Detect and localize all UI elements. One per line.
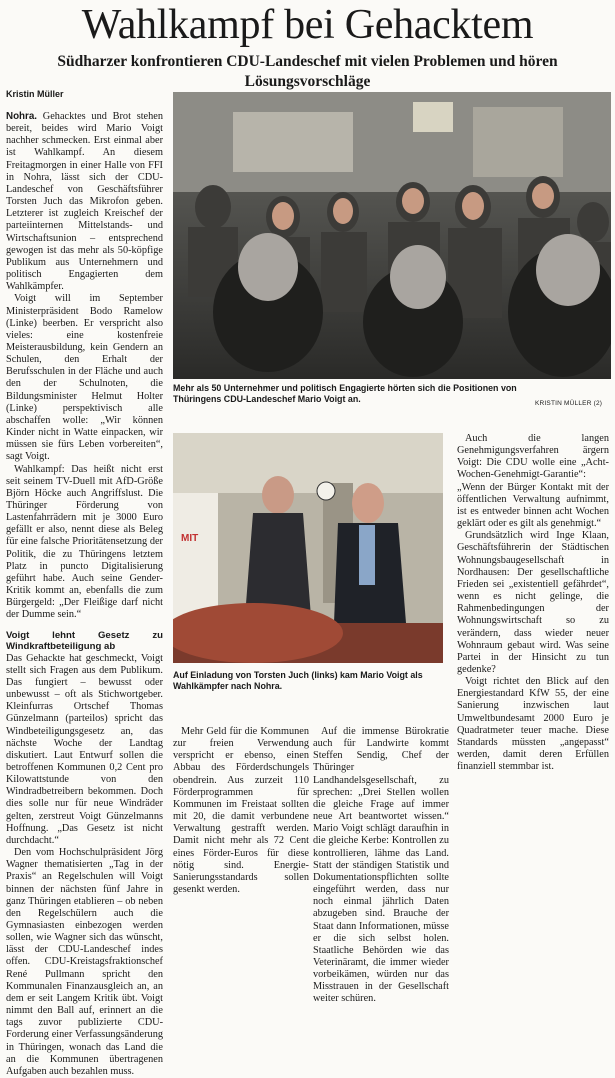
article-paragraph-3: Wahlkampf: Das heißt nicht erst seit seinem TV-Duell mit AfD-Größe Björn Höcke auch Angriffslust. Die Thüringer Förderung von Lastenfahrrädern mit je 3000 Euro gefällt er also, nennt diese als Beleg für eine falsche Prioritätensetzung der Politik, die zu Thüringens letztem Platz in puncto Digitalisierung geführt habe. Auch seine Gender-Kritik kommt an, ebenfalls die zum Bürgergeld: „Der Fleißige darf nicht der Dumme sein.“ xyxy=(6,463,163,621)
author-byline: Kristin Müller xyxy=(6,89,64,99)
article-paragraph-10: Voigt richtet den Blick auf den Energiestandard KfW 55, der eine Sanierung inzwischen laut Umweltbundesamt 2000 Euro je Quadratmeter teuer mache. Diese Standards müssten „angepasst“ werden, damit deren Erfüllen finanziell stemmbar ist. xyxy=(457,676,609,773)
article-column-4 xyxy=(457,433,609,773)
article-text: Gehacktes und Brot stehen bereit, beides wird Mario Voigt nachher schmecken. Erst einmal aber ist Wahlkampf. An diesem Freitagmorgen in einer Halle von FFI in Nohra, lässt sich der CDU-Landeschef von Geschäftsführer Torsten Juch das Mikrofon geben. Letzterer ist zugleich Kreischef der parteiinternen Mittelstands- und Wirtschaftsunion – entsprechend gewogen ist das mehr als 50-köpfige Publikum aus Unternehmern und politisch Engagierten dem Wahlkämpfer. xyxy=(6,111,163,293)
headline: Wahlkampf bei Gehacktem xyxy=(81,2,534,48)
speakers-photo-illustration xyxy=(173,433,443,663)
article-paragraph-1 xyxy=(6,111,163,293)
photo-caption-1: Mehr als 50 Unternehmer und politisch Engagierte hörten sich die Positionen von Thüringens CDU-Landeschef Mario Voigt an. xyxy=(173,383,517,404)
article-paragraph-8: Auch die langen Genehmigungsverfahren ärgern Voigt: Die CDU wolle eine „Acht-Wochen-Genehmigt-Garantie“: „Wenn der Bürger Kontakt mit der öffentlichen Verwaltung aufnimmt, ist es entweder binnen acht Wochen geklärt oder es gilt als genehmigt.“ xyxy=(457,433,609,530)
photo-caption-2: Auf Einladung von Torsten Juch (links) kam Mario Voigt als Wahlkämpfer nach Nohra. xyxy=(173,670,423,691)
dateline: Nohra. xyxy=(6,111,38,122)
article-paragraph-6: Mehr Geld für die Kommunen zur freien Verwendung verspricht er ebenso, einen Abbau des Förderdschungels obendrein. Aus zurzeit 110 Förderprogrammen für Kommunen im Freistaat sollten mit 20, die damit verbundene Verwaltung gestrafft werden. Damit nicht mehr als 72 Cent eines Förder-Euros für diese nötig sind. Energie-Sanierungsstandards sollen gesenkt werden. xyxy=(173,726,309,896)
article-paragraph-5: Den vom Hochschulpräsident Jörg Wagner thematisierten „Tag in der Praxis“ an Regelschulen will Voigt binnen der nächsten fünf Jahre in ganz Thüringen etablieren – ob neben den Regelschülern auch die Gymnasiasten einbezogen werden sollen, wie Wagner sich das wünscht, lässt der CDU-Landeschef indes offen. CDU-Kreistagsfraktionschef René Pullmann spricht den Kommunalen Finanzausgleich an, an dem er seit Langem Kritik übt. Voigt nimmt den Ball auf, erinnert an die tags zuvor publizierte CDU-Forderung einer Verfassungsänderung in Thüringen, wonach das Land die an die Kommunen übertragenen Aufgaben auch bezahlen muss. xyxy=(6,847,163,1077)
subheadline: Südharzer konfrontieren CDU-Landeschef mit vielen Problemen und hören Lösungsvorschläge xyxy=(57,53,558,90)
speakers-photo xyxy=(173,433,443,663)
article-column-2 xyxy=(173,726,309,896)
article-paragraph-4: Das Gehackte hat geschmeckt, Voigt stellt sich Fragen aus dem Publikum. Das fungiert – bewusst oder unbewusst – oft als Stichwortgeber. Kleinfurras Ortschef Thomas Günzelmann (parteilos) spricht das Windbeteiligungsgesetz an, das nächste Woche der Landtag diskutiert. Laut Entwurf sollen die betroffenen Kommunen 0,2 Cent pro Kilowattstunde von den Windradbetreibern bekommen. Doch dies solle nur für neue Windräder gelten, zerstreut Voigt Günzelmanns Hoffnung. „Das Gesetz ist nicht durchdacht.“ xyxy=(6,652,163,846)
audience-photo xyxy=(173,92,611,379)
article-paragraph-7: Auf die immense Bürokratie auch für Landwirte kommt Steffen Sendig, Chef der Thüringer Landhandelsgesellschaft, zu sprechen: „Drei Stellen wollen die gleiche Frage auf immer neue Art beantwortet wissen.“ Mario Voigt schlägt daraufhin in die gleiche Kerbe: Kontrollen zu kontrollieren, lähme das Land. Statt der ständigen Statistik und Dokumentationspflichten sollte eingeführt werden, dass nur noch einmal jährlich Daten abzugeben sind. Brauche der Staat dann Informationen, müsse er die sich selbst holen. Staatliche Behörden wie das Veterinäramt, die immer wieder vorbeikämen, würden nur das Misstrauen in der Gesellschaft weiter schüren. xyxy=(313,726,449,1005)
audience-photo-illustration xyxy=(173,92,611,379)
article-column-3 xyxy=(313,726,449,1006)
article-paragraph-2: Voigt will im September Ministerpräsident Bodo Ramelow (Linke) beerben. Er verspricht also vieles: eine kostenfreie Meisterausbildung, kein Gendern an Schulen, den Erhalt der Berufsschulen in der Fläche und auch den der Schulnoten, die Bildungsminister Helmut Holter (Linke) perspektivisch alle abschaffen wolle: „Wir können Kinder nicht in Watte einpacken, wir müssen sie fürs Leben vorbereiten“, sagt Voigt. xyxy=(6,293,163,463)
article-column-1 xyxy=(6,111,163,1078)
photo-credit: KRISTIN MÜLLER (2) xyxy=(535,400,603,407)
article-subheading: Voigt lehnt Gesetz zu Windkraftbeteiligung ab xyxy=(6,629,163,653)
sign-text: MIT xyxy=(181,533,199,544)
article-paragraph-9: Grundsätzlich wird Inge Klaan, Geschäftsführerin der Städtischen Wohnungsbaugesellschaft in Nordhausen: Der gesellschaftliche Frieden sei „existentiell gefährdet“, wenn es nicht gelinge, die Rahmenbedingungen der Wohnungswirtschaft so zu verändern, dass wieder neuer Wohnraum gebaut wird. Was seine Partei in der Hinsicht zu tun gedenke? xyxy=(457,530,609,675)
